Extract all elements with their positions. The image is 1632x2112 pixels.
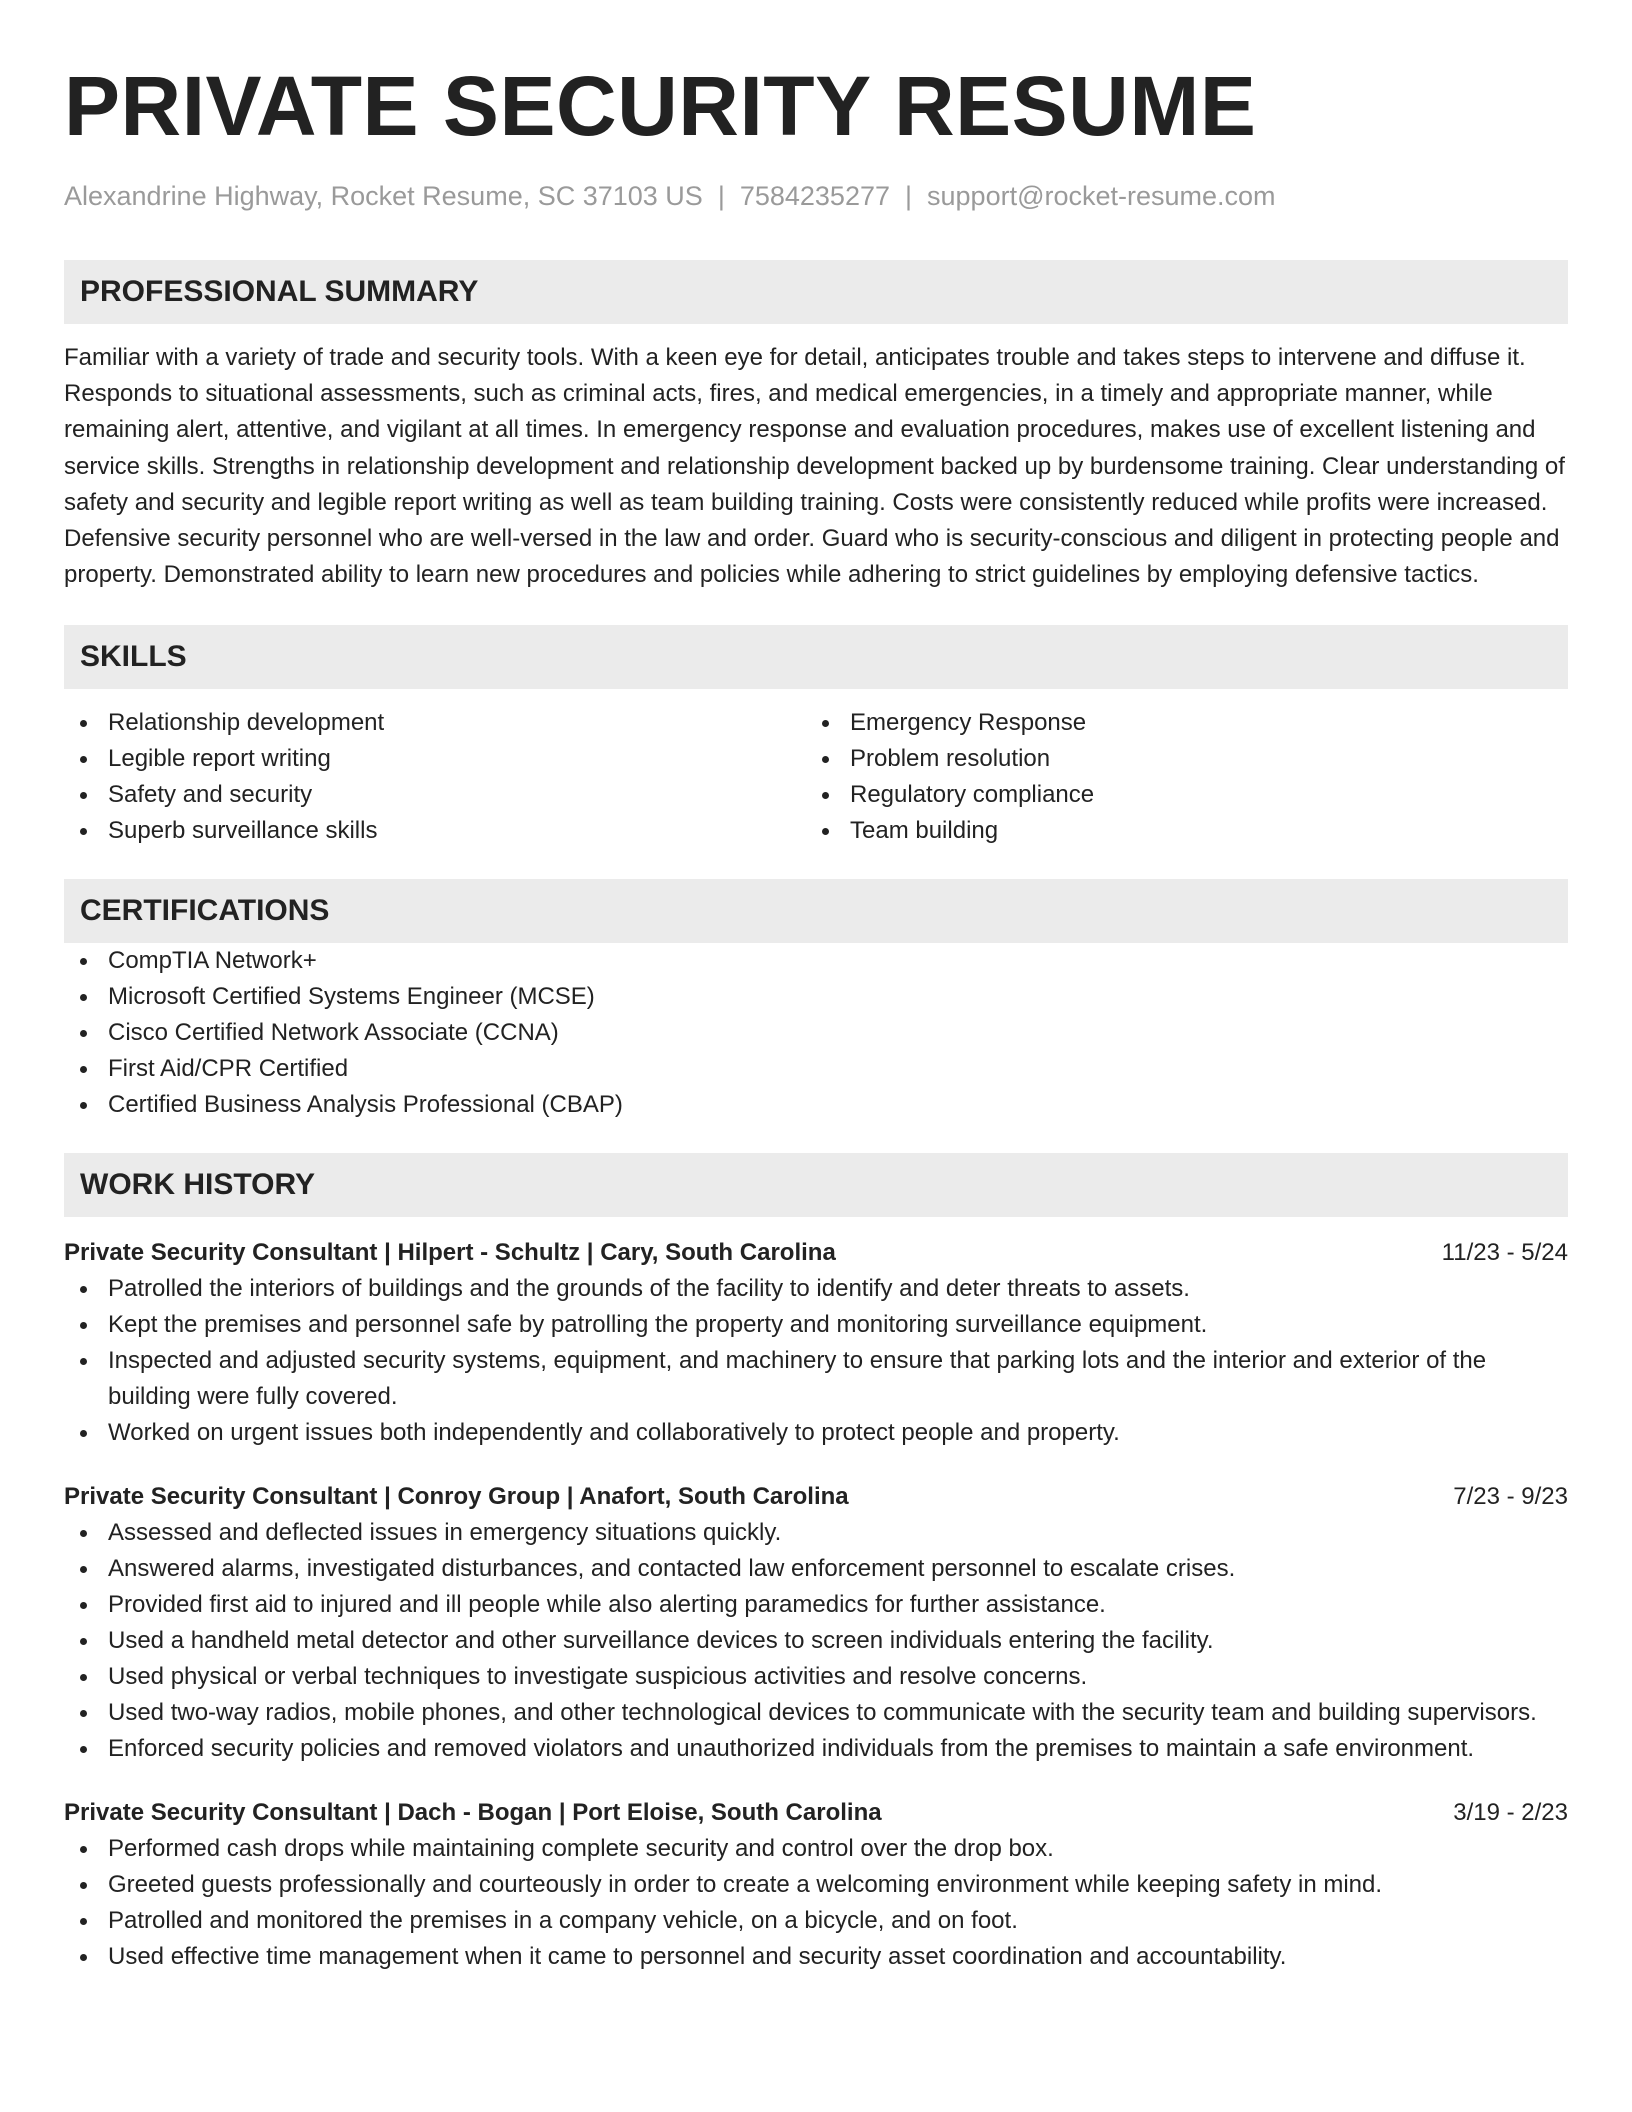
job-header [64,1479,1568,1515]
skills-grid [64,705,1568,849]
section-heading-summary: PROFESSIONAL SUMMARY [64,260,1568,324]
job-duties-list [64,1271,1568,1451]
certification-item: Microsoft Certified Systems Engineer (MCSE) [64,979,1568,1015]
professional-summary-section [64,260,1568,593]
job-title: Private Security Consultant | Dach - Bogan | Port Eloise, South Carolina [64,1799,882,1827]
contact-separator: | [717,181,725,211]
contact-address: Alexandrine Highway, Rocket Resume, SC 37103 US [64,181,703,211]
resume-page [64,0,1568,1975]
job-title: Private Security Consultant | Hilpert - Schultz | Cary, South Carolina [64,1239,836,1267]
skill-item: Regulatory compliance [806,777,1548,813]
job-duty-item: Used a handheld metal detector and other surveillance devices to screen individuals entering the facility. [64,1623,1568,1659]
contact-line [64,178,1568,214]
job-dates: 11/23 - 5/24 [1441,1239,1568,1267]
section-heading-work-history: WORK HISTORY [64,1153,1568,1217]
certification-item: Certified Business Analysis Professional (CBAP) [64,1087,1568,1123]
job-title: Private Security Consultant | Conroy Group | Anafort, South Carolina [64,1483,849,1511]
job-duty-item: Patrolled and monitored the premises in a company vehicle, on a bicycle, and on foot. [64,1903,1568,1939]
contact-separator: | [905,181,913,211]
certification-item: Cisco Certified Network Associate (CCNA) [64,1015,1568,1051]
section-heading-skills: SKILLS [64,625,1568,689]
job-dates: 7/23 - 9/23 [1453,1483,1568,1511]
work-history-section [64,1153,1568,1975]
job-duty-item: Used effective time management when it came to personnel and security asset coordination and accountability. [64,1939,1568,1975]
job-dates: 3/19 - 2/23 [1453,1799,1568,1827]
job-header [64,1235,1568,1271]
skills-column-right [806,705,1548,849]
section-heading-certifications: CERTIFICATIONS [64,879,1568,943]
job-entry [64,1479,1568,1767]
job-duty-item: Used two-way radios, mobile phones, and other technological devices to communicate with the security team and building supervisors. [64,1695,1568,1731]
skill-item: Safety and security [64,777,806,813]
job-duty-item: Kept the premises and personnel safe by patrolling the property and monitoring surveillance equipment. [64,1307,1568,1343]
job-duty-item: Assessed and deflected issues in emergency situations quickly. [64,1515,1568,1551]
job-entry [64,1795,1568,1975]
certification-item: First Aid/CPR Certified [64,1051,1568,1087]
job-duty-item: Patrolled the interiors of buildings and the grounds of the facility to identify and deter threats to assets. [64,1271,1568,1307]
contact-email: support@rocket-resume.com [927,181,1276,211]
job-duty-item: Greeted guests professionally and courteously in order to create a welcoming environment while keeping safety in mind. [64,1867,1568,1903]
skills-column-left [64,705,806,849]
job-duty-item: Provided first aid to injured and ill people while also alerting paramedics for further assistance. [64,1587,1568,1623]
job-entry [64,1235,1568,1451]
skills-list-right [806,705,1548,849]
skills-section [64,625,1568,849]
skill-item: Superb surveillance skills [64,813,806,849]
job-duty-item: Enforced security policies and removed violators and unauthorized individuals from the premises to maintain a safe environment. [64,1731,1568,1767]
job-duty-item: Answered alarms, investigated disturbances, and contacted law enforcement personnel to escalate crises. [64,1551,1568,1587]
certification-item: CompTIA Network+ [64,943,1568,979]
summary-text: Familiar with a variety of trade and security tools. With a keen eye for detail, anticipates trouble and takes steps to intervene and diffuse it. Responds to situational assessments, such as criminal acts, fires, and medical emergencies, in a timely and appropriate manner, while remaining alert, attentive, and vigilant at all times. In emergency response and evaluation procedures, makes use of excellent listening and service skills. Strengths in relationship development and relationship development backed up by burdensome training. Clear understanding of safety and security and legible report writing as well as team building training. Costs were consistently reduced while profits were increased. Defensive security personnel who are well-versed in the law and order. Guard who is security-conscious and diligent in protecting people and property. Demonstrated ability to learn new procedures and policies while adhering to strict guidelines by employing defensive tactics. [64,344,1565,589]
contact-phone: 7584235277 [739,181,890,211]
job-header [64,1795,1568,1831]
skill-item: Legible report writing [64,741,806,777]
job-duty-item: Inspected and adjusted security systems, equipment, and machinery to ensure that parking lots and the interior and exterior of the building were fully covered. [64,1343,1568,1415]
skill-item: Relationship development [64,705,806,741]
job-duty-item: Worked on urgent issues both independently and collaboratively to protect people and property. [64,1415,1568,1451]
job-duty-item: Used physical or verbal techniques to investigate suspicious activities and resolve concerns. [64,1659,1568,1695]
certifications-section [64,879,1568,1123]
skill-item: Team building [806,813,1548,849]
resume-title: PRIVATE SECURITY RESUME [64,59,1257,153]
skill-item: Emergency Response [806,705,1548,741]
certifications-list [64,943,1568,1123]
job-duties-list [64,1831,1568,1975]
job-duty-item: Performed cash drops while maintaining complete security and control over the drop box. [64,1831,1568,1867]
skill-item: Problem resolution [806,741,1548,777]
job-duties-list [64,1515,1568,1767]
skills-list-left [64,705,806,849]
